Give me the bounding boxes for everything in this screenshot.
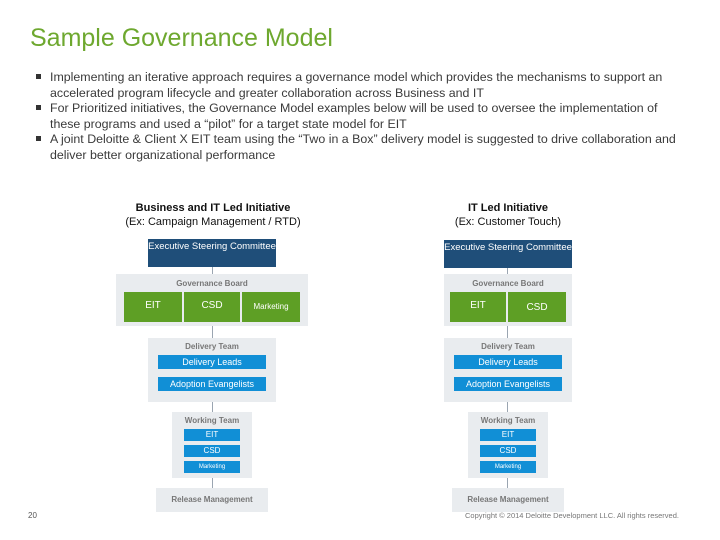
bullet-list [36, 70, 686, 164]
right-column-subtitle: (Ex: Customer Touch) [454, 216, 562, 228]
right-working-marketing: Marketing [480, 461, 536, 473]
right-release-management-label: Release Management [467, 495, 549, 504]
right-delivery-leads: Delivery Leads [454, 355, 562, 369]
left-working-eit: EIT [184, 429, 240, 441]
bullet-item: For Prioritized initiatives, the Governance Model examples below will be used to oversee the implementation of these programs and used a “pilot” for a target state model for EIT [36, 101, 686, 132]
right-column-title: IT Led Initiative [467, 202, 549, 214]
right-working-eit: EIT [480, 429, 536, 441]
left-adoption-evangelists: Adoption Evangelists [158, 377, 266, 391]
right-steering-committee: Executive Steering Committee [444, 240, 572, 268]
right-board-csd: CSD [508, 292, 566, 322]
right-adoption-evangelists: Adoption Evangelists [454, 377, 562, 391]
left-delivery-team-label: Delivery Team [185, 342, 239, 351]
page-title: Sample Governance Model [30, 24, 333, 52]
right-board-eit: EIT [450, 292, 506, 322]
left-column-title: Business and IT Led Initiative [135, 202, 291, 214]
right-governance-board-label: Governance Board [472, 279, 544, 288]
left-board-eit: EIT [124, 292, 182, 322]
copyright-notice: Copyright © 2014 Deloitte Development LLC. All rights reserved. [465, 511, 679, 520]
left-delivery-leads: Delivery Leads [158, 355, 266, 369]
left-working-csd: CSD [184, 445, 240, 457]
left-governance-board-label: Governance Board [176, 279, 248, 288]
bullet-item: Implementing an iterative approach requires a governance model which provides the mechanisms to support an accelerated program lifecycle and greater collaboration across Business and IT [36, 70, 686, 101]
left-working-marketing: Marketing [184, 461, 240, 473]
page-number: 20 [28, 511, 37, 520]
left-board-csd: CSD [184, 292, 240, 322]
right-working-csd: CSD [480, 445, 536, 457]
left-working-team-label: Working Team [184, 416, 240, 425]
left-column-subtitle: (Ex: Campaign Management / RTD) [125, 216, 301, 228]
left-steering-committee: Executive Steering Committee [148, 239, 276, 267]
left-release-management-label: Release Management [171, 495, 253, 504]
right-working-team-label: Working Team [480, 416, 536, 425]
left-board-marketing: Marketing [242, 292, 300, 322]
bullet-item: A joint Deloitte & Client X EIT team using the “Two in a Box” delivery model is suggested to drive collaboration and deliver better organizational performance [36, 132, 686, 163]
right-delivery-team-label: Delivery Team [481, 342, 535, 351]
